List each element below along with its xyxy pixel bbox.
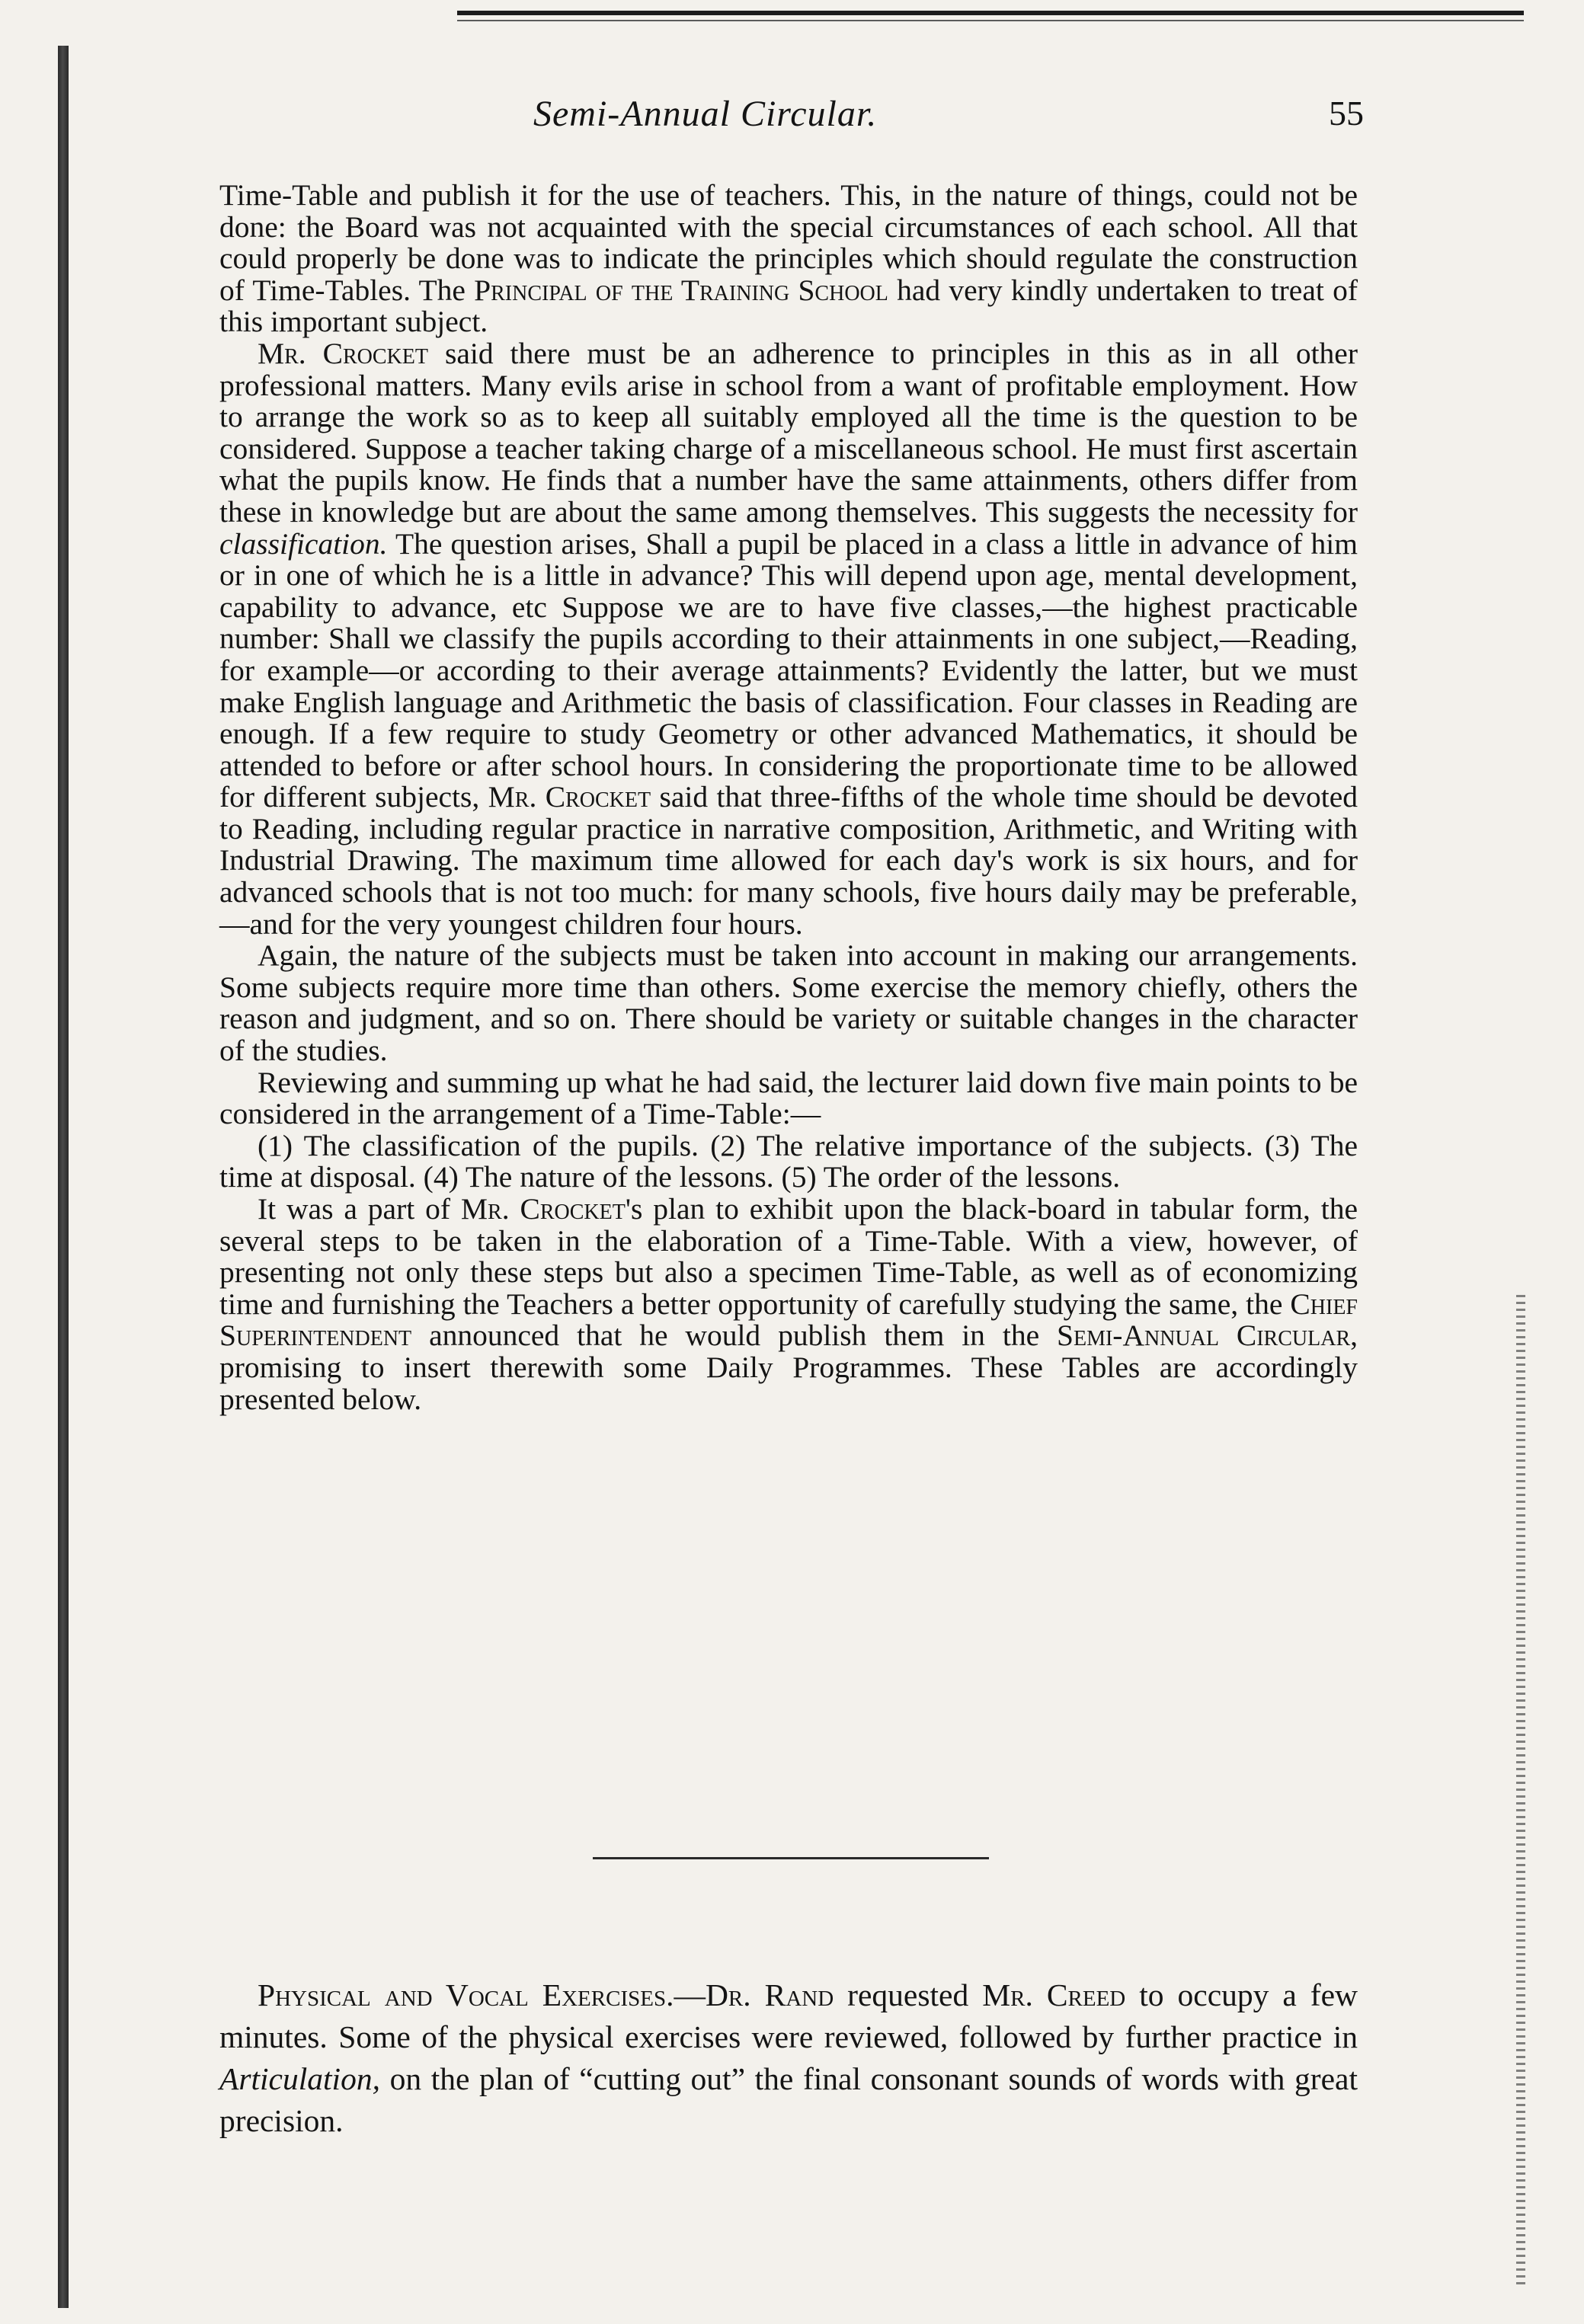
small-caps-text: Semi-Annual Circular xyxy=(1057,1319,1351,1353)
text-run: Again, the nature of the subjects must be taken into account in making our arrangements. Some subjects require more time than others. Some exercise the memory chiefly, others the reason and judgment, and so on. There should be variety or suitable changes in the character of the studies. xyxy=(219,938,1358,1068)
page-header xyxy=(221,85,1364,154)
text-run: to occupy a few minutes. Some of the physical exercises were reviewed, followed by further practice in xyxy=(219,1977,1358,2054)
italic-text: Articulation, xyxy=(219,2061,380,2096)
small-caps-text: Mr. Crocket xyxy=(258,336,428,370)
running-title: Semi-Annual Circular. xyxy=(533,94,878,134)
text-run: It was a part of xyxy=(258,1192,461,1226)
text-run: said that three-fifths of the whole time should be devoted to Reading, including regular practice in narrative composition, Arithmetic, and Writing with Industrial Drawing. The maximum time allowed for each day's work is six hours, and for advanced schools that is not too much: for many schools, five hours daily may be preferable,—and for the very youngest children four hours. xyxy=(219,780,1358,941)
top-page-rule xyxy=(457,11,1524,15)
text-run: on the plan of “cutting out” the final consonant sounds of words with great precision. xyxy=(219,2061,1358,2138)
text-run: The question arises, Shall a pupil be placed in a class a little in advance of him or in one of which he is a little in advance? This will depend upon age, mental development, capability to advance, etc Suppose we are to have five classes,—the highest practicable number: Shall we classify the pupils according to their attainments in one subject,—Reading, for example—or according to their average attainments? Evidently the latter, but we must make English language and Arithmetic the basis of classification. Four classes in Reading are enough. If a few require to study Geometry or other advanced Mathematics, it should be attended to before or after school hours. In considering the proportionate time to be allowed for different subjects, xyxy=(219,526,1358,814)
text-run: Time-Table and publish it for the use of teachers. This, in the nature of things, could not be done: the Board was not acquainted with the special circumstances of each school. All that could properly be done was to indicate the principles which should regulate the construction of Time-Tables. The xyxy=(219,178,1358,307)
italic-text: classification. xyxy=(219,526,388,561)
page-edge-marks xyxy=(1516,1295,1525,2285)
paragraph xyxy=(219,1974,1358,2142)
small-caps-text: Mr. Crocket xyxy=(488,780,651,814)
paragraph xyxy=(219,180,1358,338)
small-caps-text: Principal of the Training School xyxy=(474,273,888,307)
paragraph xyxy=(219,338,1358,940)
paragraph xyxy=(219,1130,1358,1194)
physical-vocal-exercises-section xyxy=(219,1974,1358,2142)
page-number: 55 xyxy=(1329,94,1364,133)
paragraph xyxy=(219,1194,1358,1415)
text-run: (1) The classification of the pupils. (2) The relative importance of the subjects. (3) The time at disposal. (4) The nature of the lessons. (5) The order of the lessons. xyxy=(219,1128,1358,1194)
small-caps-text: Mr. Creed xyxy=(982,1977,1126,2012)
text-run: said there must be an adherence to principles in this as in all other professional matters. Many evils arise in school from a want of profitable employment. How to arrange the work so as to keep all suitably employed all the time is the question to be considered. Suppose a teacher taking charge of a miscellaneous school. He must first ascertain what the pupils know. He finds that a number have the same attainments, others differ from these in knowledge but are about the same among themselves. This suggests the necessity for xyxy=(219,336,1358,529)
body-text xyxy=(219,180,1358,1415)
small-caps-text: Chief Superintendent xyxy=(219,1287,1358,1353)
section-divider xyxy=(593,1857,989,1859)
text-run: 's plan to exhibit upon the black-board in tabular form, the several steps to be taken in the elaboration of a Time-Table. With a view, however, of presenting not only these steps but also a specimen Time-Table, as well as of economizing time and furnishing the Teachers a better opportunity of carefully studying the same, the xyxy=(219,1192,1358,1321)
text-run: Reviewing and summing up what he had said, the lecturer laid down five main points to be considered in the arrangement of a Time-Table:— xyxy=(219,1065,1358,1131)
top-page-rule-shadow xyxy=(457,20,1524,21)
paragraph xyxy=(219,940,1358,1066)
text-run: announced that he would publish them in the xyxy=(411,1319,1058,1353)
text-run: requested xyxy=(834,1977,983,2012)
text-run: had very kindly undertaken to treat of this important subject. xyxy=(219,273,1358,339)
small-caps-text: Physical and Vocal Exercises.—Dr. Rand xyxy=(258,1977,834,2012)
small-caps-text: Mr. Crocket xyxy=(460,1192,626,1226)
binding-edge xyxy=(58,46,69,2308)
text-run: , promising to insert therewith some Daily Programmes. These Tables are accordingly presented below. xyxy=(219,1319,1358,1416)
paragraph xyxy=(219,1067,1358,1130)
